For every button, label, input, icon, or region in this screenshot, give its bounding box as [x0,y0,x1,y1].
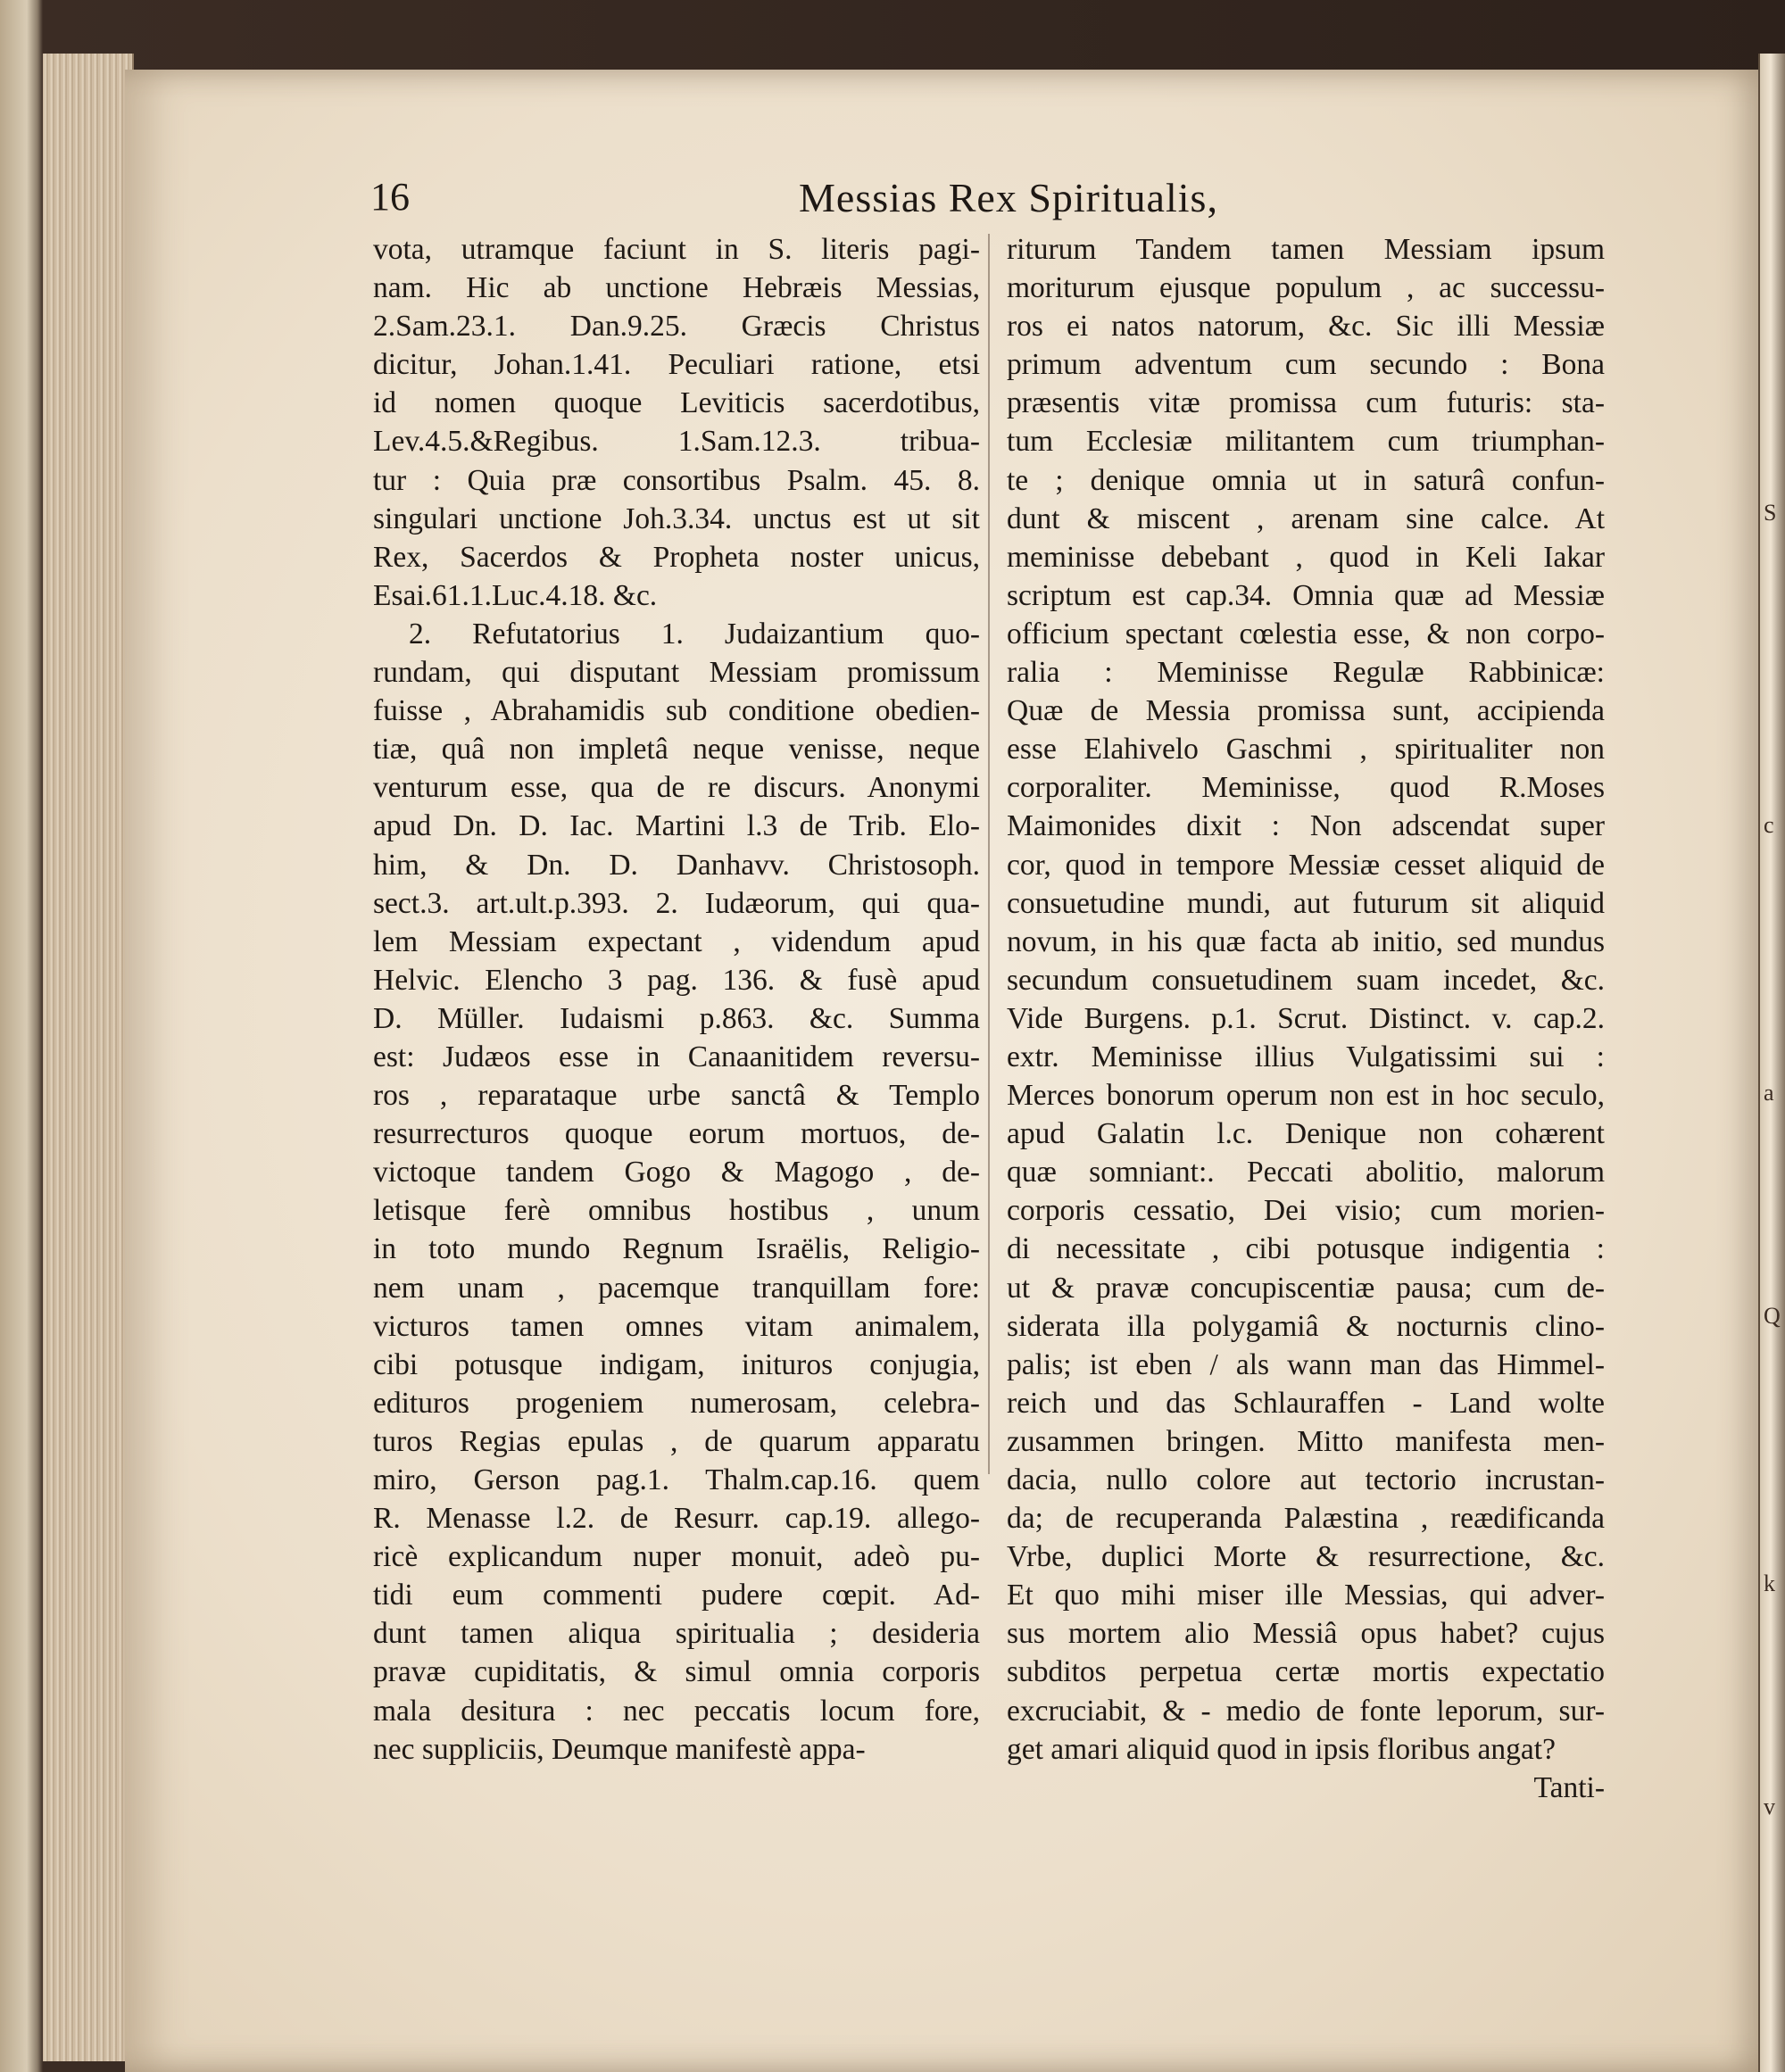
text-line: Et quo mihi miser ille Messias, qui adver- [1007,1579,1605,1612]
text-line: resurrecturos quoque eorum mortuos, de- [373,1117,980,1151]
text-line: moriturum ejusque populum , ac successu- [1007,271,1605,305]
text-line: sect.3. art.ult.p.393. 2. Iudæorum, qui qua- [373,886,980,920]
edge-glyph: v [1764,1794,1775,1819]
text-line: da; de recuperanda Palæstina , reædificanda [1007,1502,1605,1536]
text-line: id nomen quoque Leviticis sacerdotibus, [373,386,980,420]
text-line: novum, in his quæ facta ab initio, sed mundus [1007,924,1605,958]
text-line: dacia, nullo colore aut tectorio incrustan- [1007,1463,1605,1496]
edge-glyph: k [1764,1571,1775,1596]
page-stack-edge [43,54,134,2061]
page-header [370,174,1638,229]
text-line: scriptum est cap.34. Omnia quæ ad Messiæ [1007,578,1605,612]
text-line: ros ei natos natorum, &c. Sic illi Messiæ [1007,310,1605,344]
text-line: ralia : Meminisse Regulæ Rabbinicæ: [1007,656,1605,690]
facing-page-edge [1758,54,1785,2072]
text-line: edituros progeniem numerosam, celebra- [373,1386,980,1420]
text-line: cibi potusque indigam, inituros conjugia, [373,1347,980,1381]
text-line: di necessitate , cibi potusque indigentia : [1007,1232,1605,1266]
text-line: consuetudine mundi, aut futurum sit aliquid [1007,886,1605,920]
text-line: singulari unctione Joh.3.34. unctus est ut sit [373,501,980,535]
text-line: nam. Hic ab unctione Hebræis Messias, [373,271,980,305]
text-line: 2. Refutatorius 1. Judaizantium quo- [409,617,980,651]
text-line: apud Dn. D. Iac. Martini l.3 de Trib. Elo- [373,809,980,843]
text-line: secundum consuetudinem suam incedet, &c. [1007,963,1605,997]
column-divider [988,234,990,1474]
text-line: Rex, Sacerdos & Propheta noster unicus, [373,540,980,574]
text-line: siderata illa polygamiâ & nocturnis clino- [1007,1309,1605,1343]
text-line: letisque ferè omnibus hostibus , unum [373,1194,980,1228]
text-line: zusammen bringen. Mitto manifesta men- [1007,1424,1605,1458]
text-line: Lev.4.5.&Regibus. 1.Sam.12.3. tribua- [373,425,980,459]
text-line: victoque tandem Gogo & Magogo , de- [373,1156,980,1189]
text-line: rundam, qui disputant Messiam promissum [373,656,980,690]
text-line: corporaliter. Meminisse, quod R.Moses [1007,771,1605,805]
text-line: get amari aliquid quod in ipsis floribus angat? [1007,1732,1556,1766]
text-line: vota, utramque faciunt in S. literis pagi- [373,233,980,266]
text-line: meminisse debebant , quod in Keli Iakar [1007,540,1605,574]
text-line: est: Judæos esse in Canaanitidem reversu- [373,1040,980,1073]
text-line: dunt tamen aliqua spiritualia ; desideria [373,1617,980,1651]
text-line: dunt & miscent , arenam sine calce. At [1007,501,1605,535]
text-line: palis; ist eben / als wann man das Himmel- [1007,1347,1605,1381]
text-line: Maimonides dixit : Non adscendat super [1007,809,1605,843]
text-line: pravæ cupiditatis, & simul omnia corporis [373,1655,980,1689]
text-line: R. Menasse l.2. de Resurr. cap.19. allego- [373,1502,980,1536]
text-line: primum adventum cum secundo : Bona [1007,348,1605,382]
text-line: D. Müller. Iudaismi p.863. &c. Summa [373,1001,980,1035]
text-line: in toto mundo Regnum Israëlis, Religio- [373,1232,980,1266]
catchword: Tanti- [1533,1770,1605,1804]
text-line: mala desitura : nec peccatis locum fore, [373,1694,980,1728]
text-line: extr. Meminisse illius Vulgatissimi sui : [1007,1040,1605,1073]
text-line: miro, Gerson pag.1. Thalm.cap.16. quem [373,1463,980,1496]
edge-glyph: c [1764,812,1774,838]
text-line: te ; denique omnia ut in saturâ confun- [1007,463,1605,497]
left-column [373,230,980,1769]
text-line: Merces bonorum operum non est in hoc seculo, [1007,1079,1605,1113]
text-line: subditos perpetua certæ mortis expectatio [1007,1655,1605,1689]
text-line: tur : Quia præ consortibus Psalm. 45. 8. [373,463,980,497]
text-line: tum Ecclesiæ militantem cum triumphan- [1007,425,1605,459]
text-line: Vrbe, duplici Morte & resurrectione, &c. [1007,1540,1605,1574]
text-line: tidi eum commenti pudere cœpit. Ad- [373,1579,980,1612]
text-line: quæ somniant:. Peccati abolitio, malorum [1007,1156,1605,1189]
text-line: tiæ, quâ non impletâ neque venisse, neque [373,733,980,767]
text-line: Helvic. Elencho 3 pag. 136. & fusè apud [373,963,980,997]
text-line: Vide Burgens. p.1. Scrut. Distinct. v. cap.2. [1007,1001,1605,1035]
running-title: Messias Rex Spiritualis, [799,175,1218,220]
text-line: lem Messiam expectant , videndum apud [373,924,980,958]
text-line: Quæ de Messia promissa sunt, accipienda [1007,694,1605,728]
text-line: sus mortem alio Messiâ opus habet? cujus [1007,1617,1605,1651]
right-column [1007,230,1605,1807]
text-line: nem unam , pacemque tranquillam fore: [373,1271,980,1305]
text-line: excruciabit, & - medio de fonte leporum, sur- [1007,1694,1605,1728]
text-line: apud Galatin l.c. Denique non cohærent [1007,1117,1605,1151]
text-line: Esai.61.1.Luc.4.18. &c. [373,578,658,612]
text-line: ricè explicandum nuper monuit, adeò pu- [373,1540,980,1574]
text-line: riturum Tandem tamen Messiam ipsum [1007,233,1605,266]
text-line: officium spectant cœlestia esse, & non corpo- [1007,617,1605,651]
text-line: præsentis vitæ promissa cum futuris: sta- [1007,386,1605,420]
text-line: corporis cessatio, Dei visio; cum morien- [1007,1194,1605,1228]
text-line: 2.Sam.23.1. Dan.9.25. Græcis Christus [373,310,980,344]
text-line: turos Regias epulas , de quarum apparatu [373,1424,980,1458]
text-line: ut & pravæ concupiscentiæ pausa; cum de- [1007,1271,1605,1305]
text-line: cor, quod in tempore Messiæ cesset aliquid de [1007,848,1605,882]
edge-glyph: a [1764,1080,1774,1106]
edge-glyph: S [1764,500,1777,526]
text-line: venturum esse, qua de re discurs. Anonymi [373,771,980,805]
text-line: nec suppliciis, Deumque manifestè appa- [373,1732,866,1766]
text-line: him, & Dn. D. Danhavv. Christosoph. [373,848,980,882]
edge-glyph: Q [1764,1303,1781,1329]
text-line: fuisse , Abrahamidis sub conditione obedien- [373,694,980,728]
page-number: 16 [370,175,410,219]
text-line: victuros tamen omnes vitam animalem, [373,1309,980,1343]
text-line: dicitur, Johan.1.41. Peculiari ratione, etsi [373,348,980,382]
text-line: esse Elahivelo Gaschmi , spiritualiter non [1007,733,1605,767]
text-line: ros , reparataque urbe sanctâ & Templo [373,1079,980,1113]
text-line: reich und das Schlauraffen - Land wolte [1007,1386,1605,1420]
